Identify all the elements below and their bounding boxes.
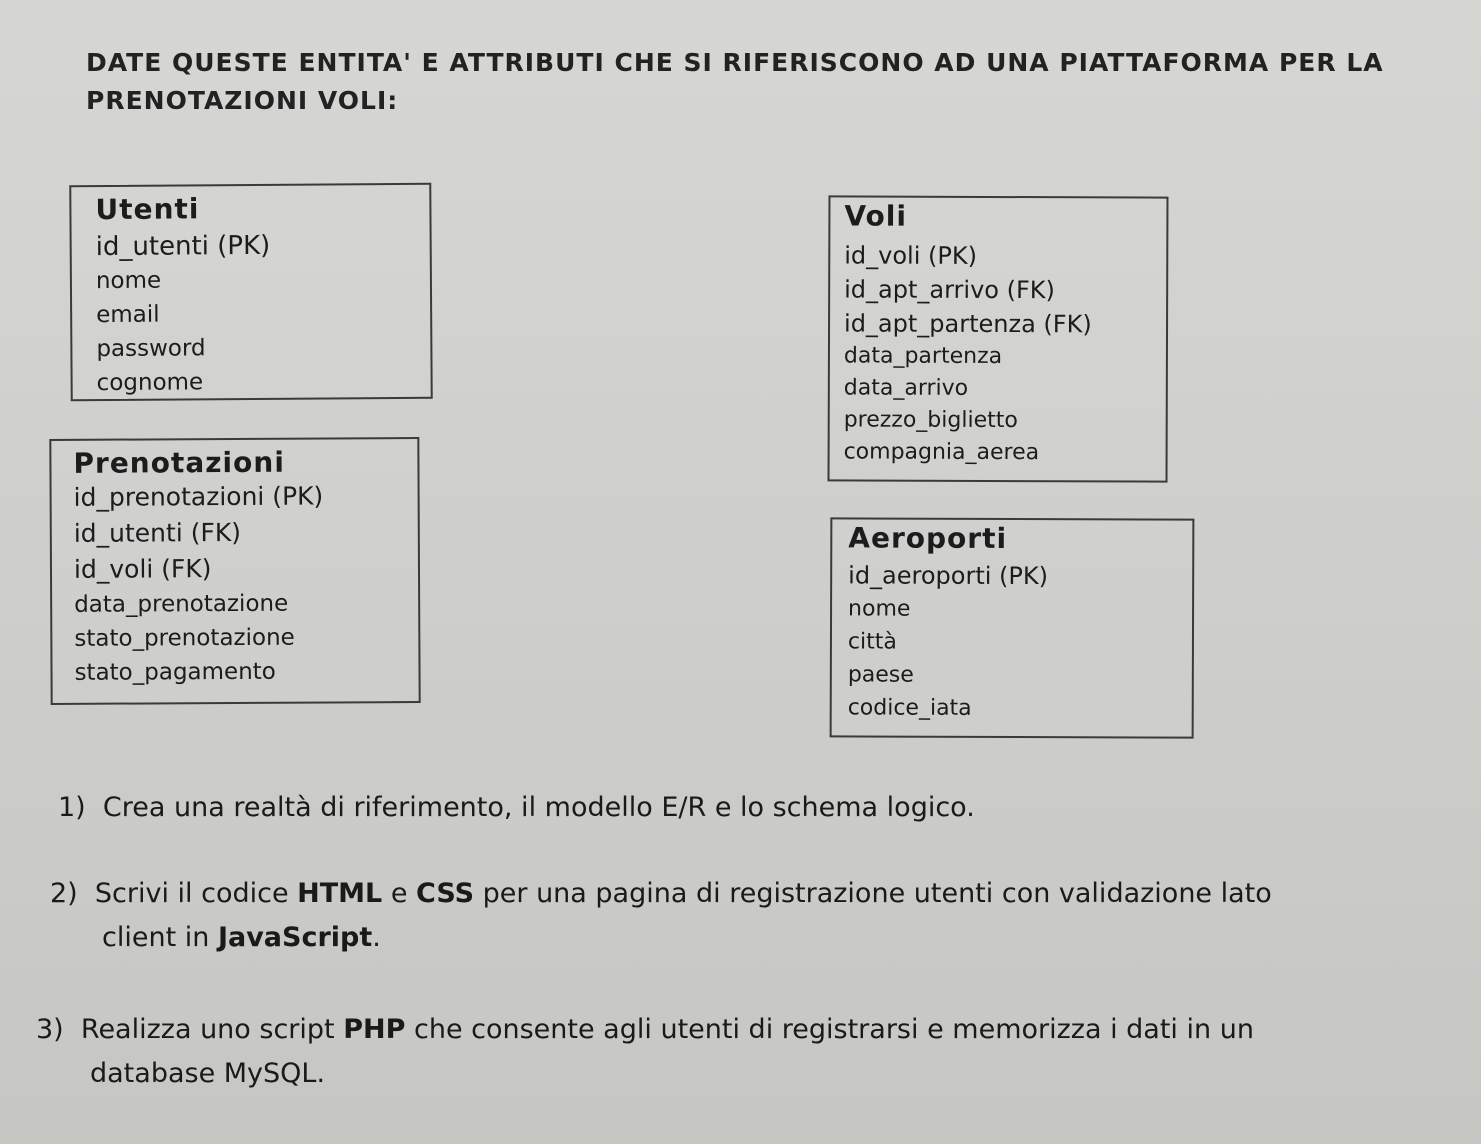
task-text: e [382, 878, 417, 909]
task-continuation [50, 916, 1440, 960]
entity-name: Utenti [95, 192, 200, 227]
entity-name: Voli [844, 199, 908, 233]
attribute-item: data_prenotazione [74, 590, 289, 618]
task-text: che consente agli utenti di registrarsi e memorizza i dati in un [405, 1014, 1254, 1045]
attribute-item: cognome [96, 369, 204, 397]
attribute-list [74, 478, 419, 690]
keyword-html: HTML [297, 878, 383, 909]
attribute-item: id_apt_partenza (FK) [844, 309, 1092, 339]
attribute-item: paese [847, 662, 914, 688]
task-text: per una pagina di registrazione utenti con validazione lato [474, 878, 1272, 909]
attribute-item: città [847, 629, 897, 655]
attribute-item: id_voli (FK) [73, 554, 212, 584]
attribute-item: codice_iata [847, 695, 972, 721]
task-text: . [372, 922, 381, 953]
keyword-css: CSS [416, 878, 475, 909]
attribute-item: data_arrivo [843, 375, 969, 401]
task-number: 2) [50, 878, 78, 909]
keyword-php: PHP [343, 1014, 406, 1045]
task-text: Realizza uno script [80, 1014, 344, 1045]
attribute-item: nome [95, 267, 162, 295]
attribute-item: nome [848, 596, 911, 622]
keyword-javascript: JavaScript [217, 922, 373, 953]
entity-box-aeroporti [830, 517, 1195, 738]
attribute-item: prezzo_biglietto [843, 407, 1018, 434]
task-number: 1) [58, 792, 86, 823]
entity-box-prenotazioni [49, 437, 420, 705]
attribute-item: data_partenza [843, 343, 1003, 370]
attribute-item: id_aeroporti (PK) [848, 561, 1049, 591]
attribute-list [96, 228, 431, 400]
entity-name: Aeroporti [848, 521, 1008, 555]
attribute-item: id_apt_arrivo (FK) [844, 275, 1055, 305]
task-text: Scrivi il codice [94, 878, 298, 909]
task-number: 3) [36, 1014, 64, 1045]
attribute-list [848, 558, 1193, 725]
task-1 [58, 786, 1358, 830]
attribute-item: id_prenotazioni (PK) [73, 481, 324, 512]
task-2 [50, 872, 1440, 960]
attribute-item: stato_prenotazione [74, 624, 295, 652]
attribute-item: email [96, 301, 160, 329]
task-3 [36, 1008, 1456, 1096]
entity-name: Prenotazioni [73, 445, 285, 480]
attribute-item: stato_pagamento [74, 658, 276, 686]
task-text: Crea una realtà di riferimento, il modello E/R e lo schema logico. [102, 792, 975, 823]
attribute-item: id_voli (PK) [844, 241, 978, 270]
attribute-item: id_utenti (PK) [95, 230, 271, 263]
task-continuation: database MySQL. [90, 1058, 326, 1089]
page-title: DATE QUESTE ENTITA' E ATTRIBUTI CHE SI RIFERISCONO AD UNA PIATTAFORMA PER LA PRENOTAZIONI VOLI: [86, 48, 1384, 115]
attribute-item: compagnia_aerea [843, 439, 1040, 466]
task-text: client in [102, 922, 218, 953]
entity-box-voli [828, 195, 1169, 482]
attribute-item: password [96, 335, 206, 363]
attribute-item: id_utenti (FK) [73, 517, 242, 548]
attribute-list [844, 238, 1167, 469]
entity-box-utenti [69, 183, 432, 402]
